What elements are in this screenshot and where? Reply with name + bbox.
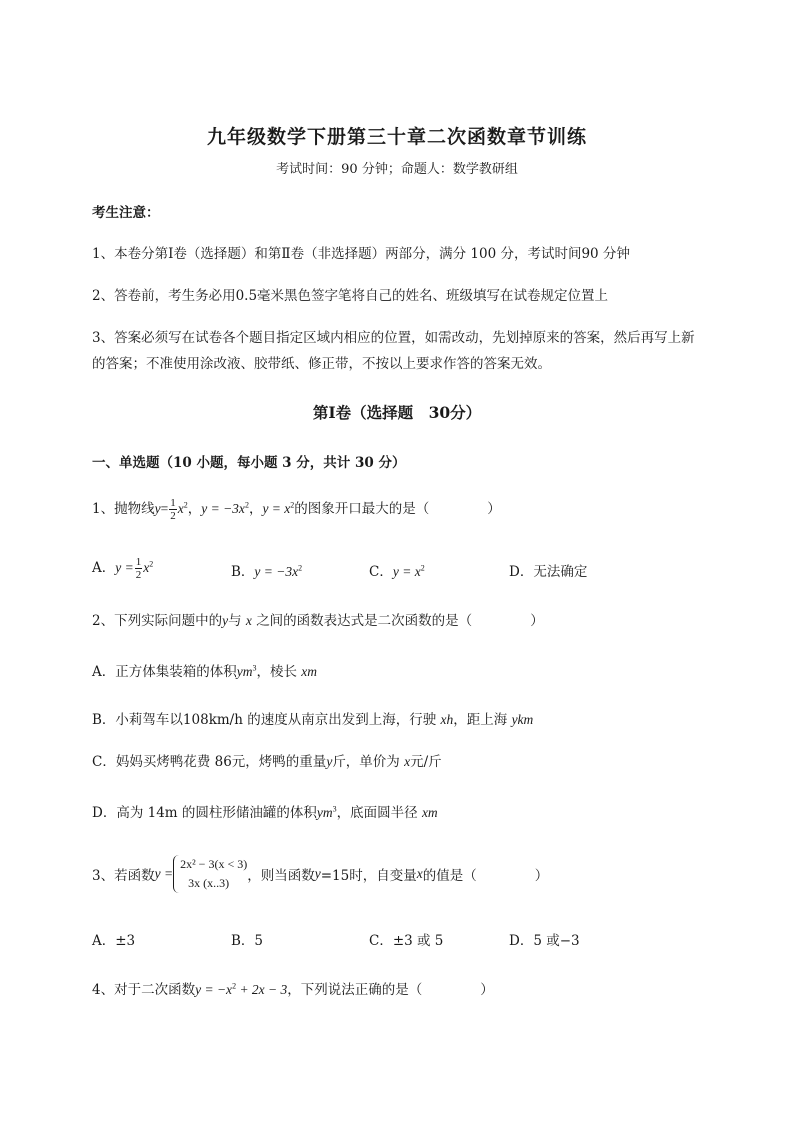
question-2: 2、下列实际问题中的y与 x 之间的函数表达式是二次函数的是（ ） xyxy=(92,613,544,629)
q2-option-b[interactable]: B．小莉驾车以108km/h 的速度从南京出发到上海，行驶 xh，距上海 ykm xyxy=(92,712,534,728)
notice-item-2: 2、答卷前，考生务必用0.5毫米黑色签字笔将自己的姓名、班级填写在试卷规定位置上 xyxy=(92,288,609,304)
q3-option-d[interactable]: D．5 或−3 xyxy=(509,933,580,949)
piecewise-brace xyxy=(173,855,247,893)
question-1: 1、抛物线y= $\frac{1}{2}$ $x^2$，$y = -3x^2$，$y = x^2$的图象开口最大的是（ ） xyxy=(92,497,501,522)
q1-option-c[interactable]: C．$y = x^2$ xyxy=(369,563,425,580)
section-title: 第Ⅰ卷（选择题 30分） xyxy=(312,403,482,422)
q1-fraction: $\frac{1}{2}$ xyxy=(170,497,176,522)
q4-formula: y = −x xyxy=(195,982,233,997)
q1-formula-2: y = −3x xyxy=(201,501,245,516)
q3-option-b[interactable]: B．5 xyxy=(231,933,264,949)
q3-option-c[interactable]: C．±3 或 5 xyxy=(369,933,444,949)
q1-prefix: 1、抛物线 xyxy=(92,501,155,517)
question-3: 3、若函数y = 2x² − 3(x < 3) 3x (x..3) ，则当函数y=15时，自变量x的值是（ ） xyxy=(92,855,548,893)
q3-option-a[interactable]: A．±3 xyxy=(92,933,136,949)
piecewise-case-2: 3x (x..3) xyxy=(188,876,230,890)
q1-option-d[interactable]: D．无法确定 xyxy=(509,564,588,580)
question-4: 4、对于二次函数$y = -x^2 + 2x - 3$，下列说法正确的是（ ） xyxy=(92,981,494,998)
notice-item-3: 3、答案必须写在试卷各个题目指定区域内相应的位置，如需改动，先划掉原来的答案，然后再写上新 xyxy=(92,330,695,346)
q1-formula-3: y = x xyxy=(262,501,291,516)
notice-item-1: 1、本卷分第Ⅰ卷（选择题）和第Ⅱ卷（非选择题）两部分，满分 100 分，考试时间90 分钟 xyxy=(92,246,630,262)
q2-option-a[interactable]: A．正方体集装箱的体积$ym^3$，棱长 xm xyxy=(92,663,318,680)
notice-item-3-cont: 的答案；不准使用涂改液、胶带纸、修正带，不按以上要求作答的答案无效。 xyxy=(92,356,551,372)
part-title: 一、单选题（10 小题，每小题 3 分，共计 30 分） xyxy=(92,455,406,471)
page-title: 九年级数学下册第三十章二次函数章节训练 xyxy=(206,126,587,148)
notice-heading: 考生注意： xyxy=(92,205,160,221)
piecewise-case-1: 2x² − 3(x < 3) xyxy=(180,857,248,871)
q2-option-c[interactable]: C．妈妈买烤鸭花费 86元，烤鸭的重量y斤，单价为 x元/斤 xyxy=(92,754,442,770)
q2-option-d[interactable]: D．高为 14m 的圆柱形储油罐的体积$ym^3$，底面圆半径 xm xyxy=(92,804,438,821)
q1-option-a[interactable]: A．y = $\frac{1}{2}$ $x^2$ xyxy=(92,556,154,581)
page-subtitle: 考试时间：90 分钟；命题人：数学教研组 xyxy=(276,162,518,177)
q1-option-b[interactable]: B．$y = -3x^2$ xyxy=(231,563,303,580)
